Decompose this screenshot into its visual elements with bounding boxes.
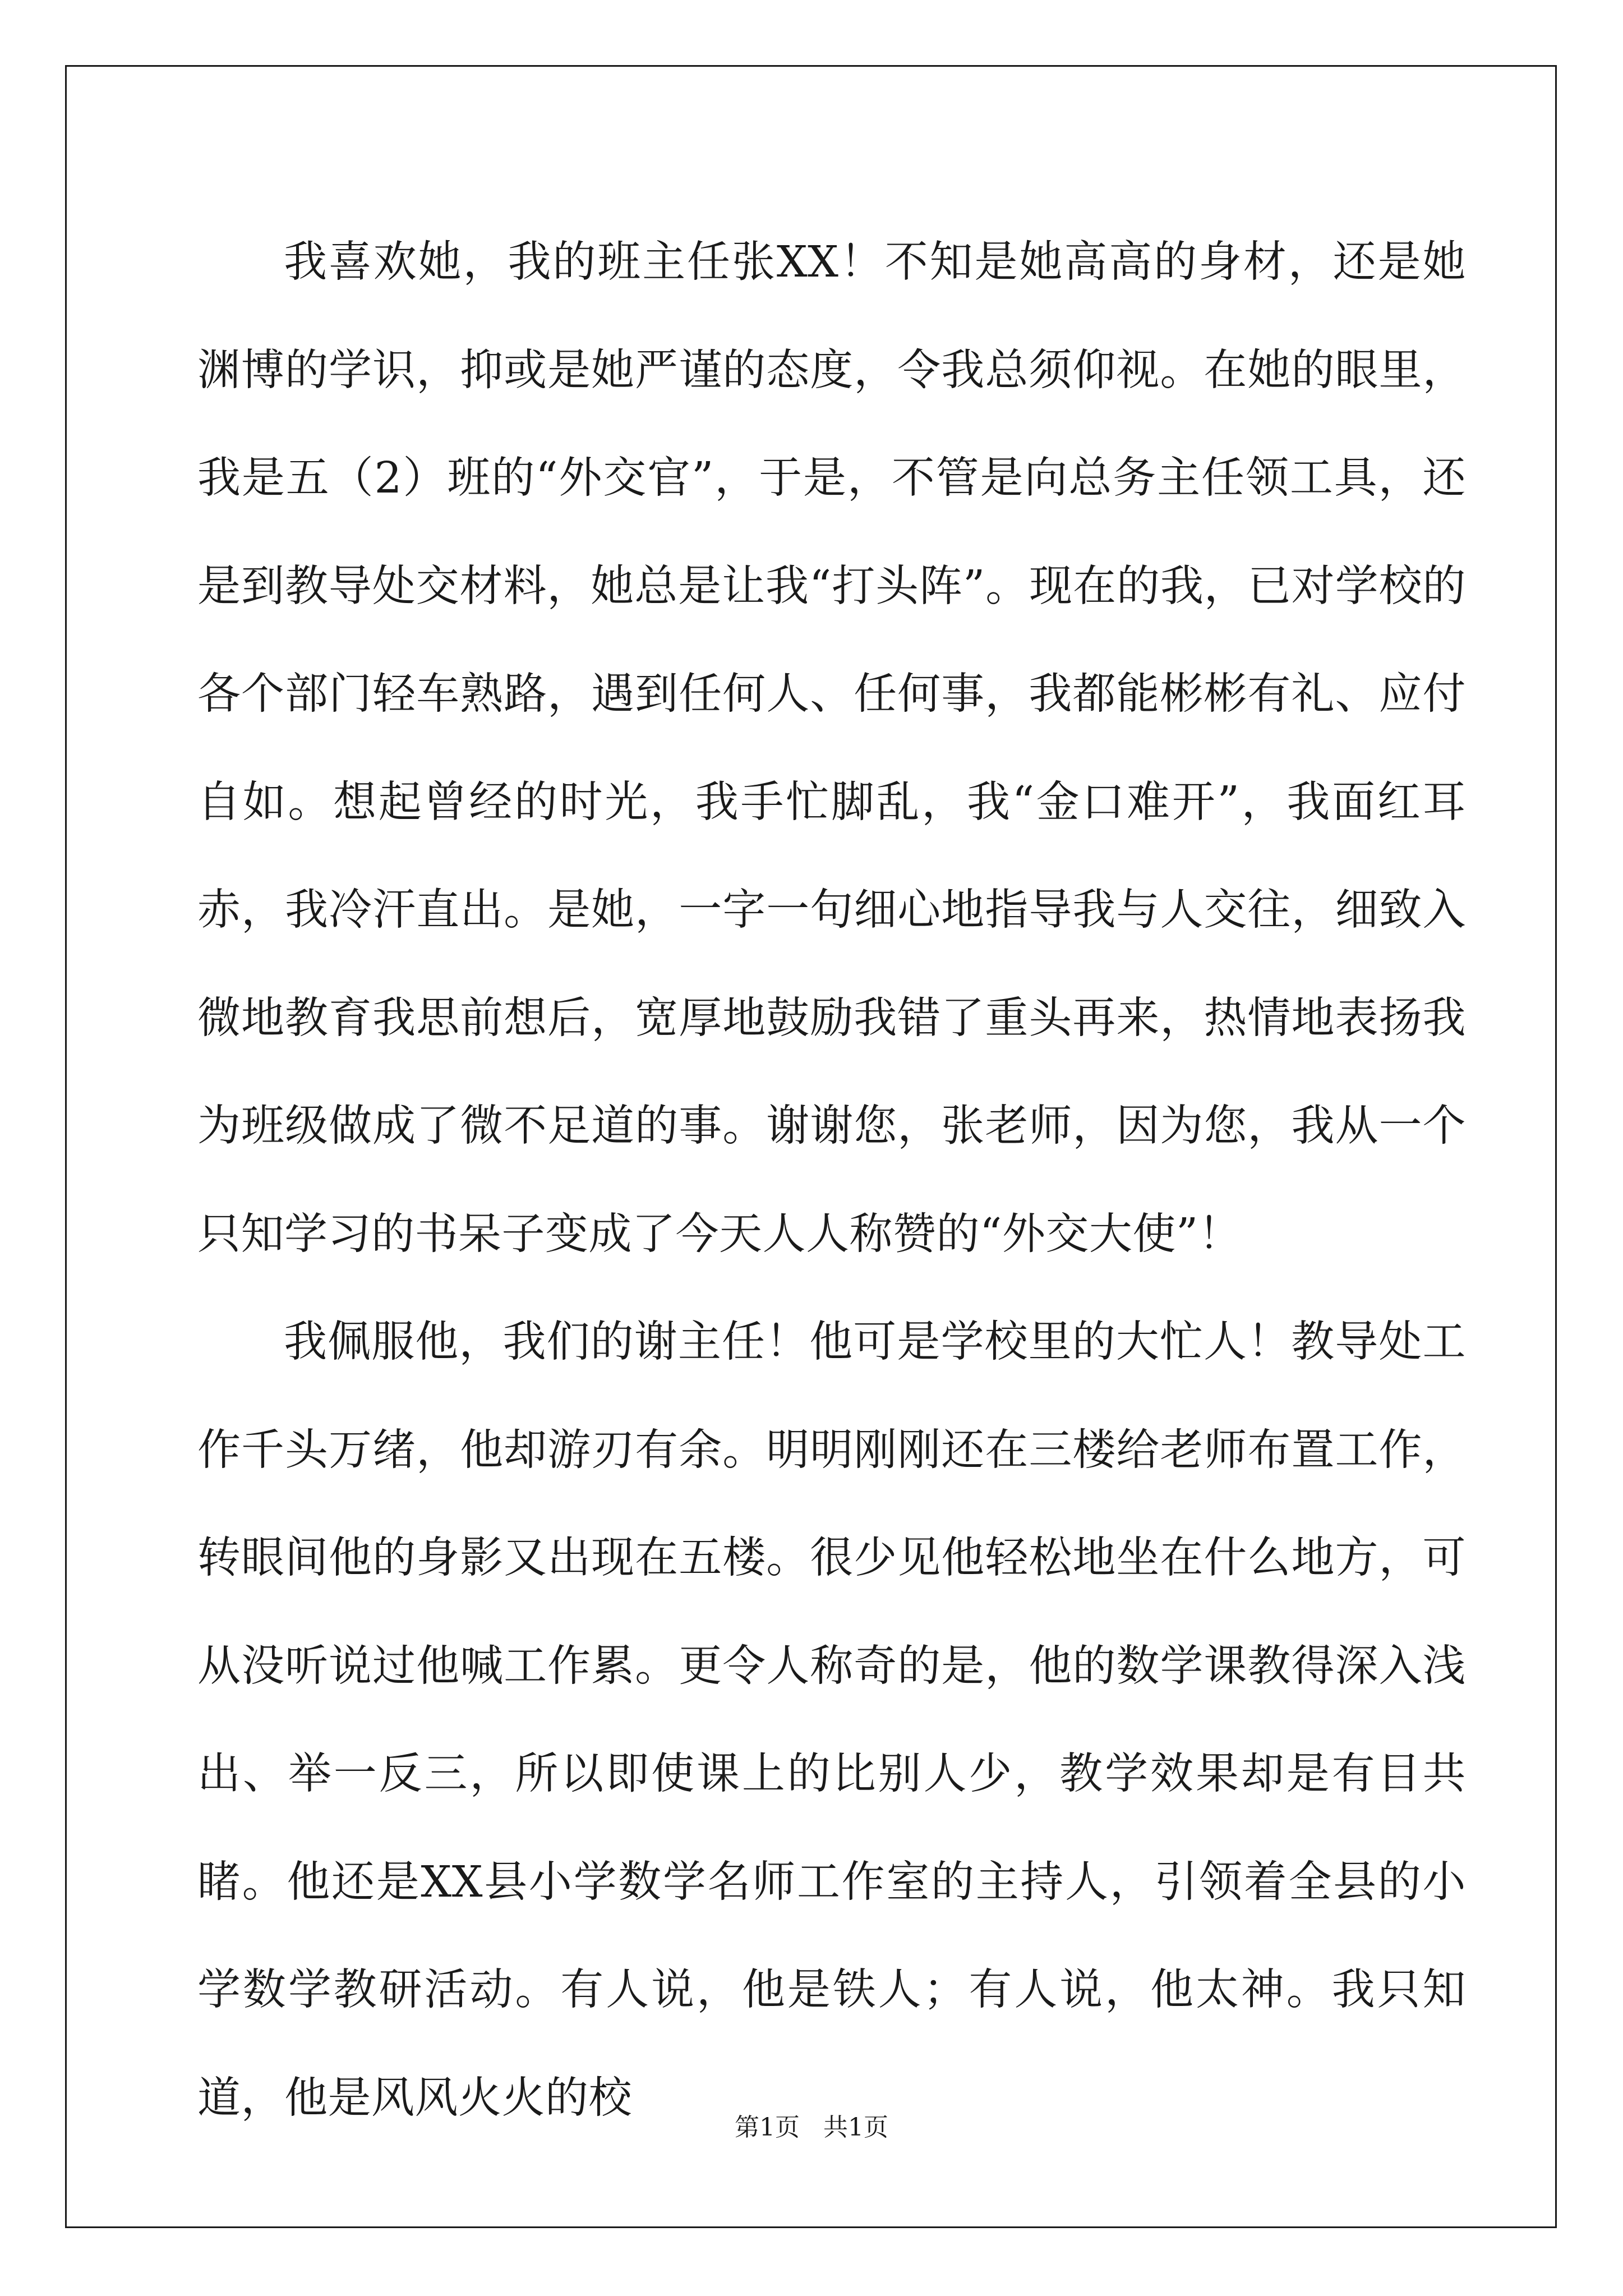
page-number-footer: 第1页 共1页 [735,2113,888,2142]
paragraph-teacher-zhang: 我喜欢她，我的班主任张XX！不知是她高高的身材，还是她渊博的学识，抑或是她严谨的态度，令我总须仰视。在她的眼里，我是五（2）班的“外交官”，于是，不管是向总务主任领工具，还是到教导处交材料，她总是让我“打头阵”。现在的我，已对学校的各个部门轻车熟路，遇到任何人、任何事，我都能彬彬有礼、应付自如。想起曾经的时光，我手忙脚乱，我“金口难开”，我面红耳赤，我冷汗直出。是她，一字一句细心地指导我与人交往，细致入微地教育我思前想后，宽厚地鼓励我错了重头再来，热情地表扬我为班级做成了微不足道的事。谢谢您，张老师，因为您，我从一个只知学习的书呆子变成了今天人人称赞的“外交大使”！ [197,237,1466,1259]
document-body [197,209,1466,2152]
paragraph-director-xie: 我佩服他，我们的谢主任！他可是学校里的大忙人！教导处工作千头万绪，他却游刃有余。明明刚刚还在三楼给老师布置工作，转眼间他的身影又出现在五楼。很少见他轻松地坐在什么地方，可从没听说过他喊工作累。更令人称奇的是，他的数学课教得深入浅出、举一反三，所以即使课上的比别人少，教学效果却是有目共睹。他还是XX县小学数学名师工作室的主持人，引领着全县的小学数学教研活动。有人说，他是铁人；有人说，他太神。我只知道，他是风风火火的校 [197,1317,1466,2123]
